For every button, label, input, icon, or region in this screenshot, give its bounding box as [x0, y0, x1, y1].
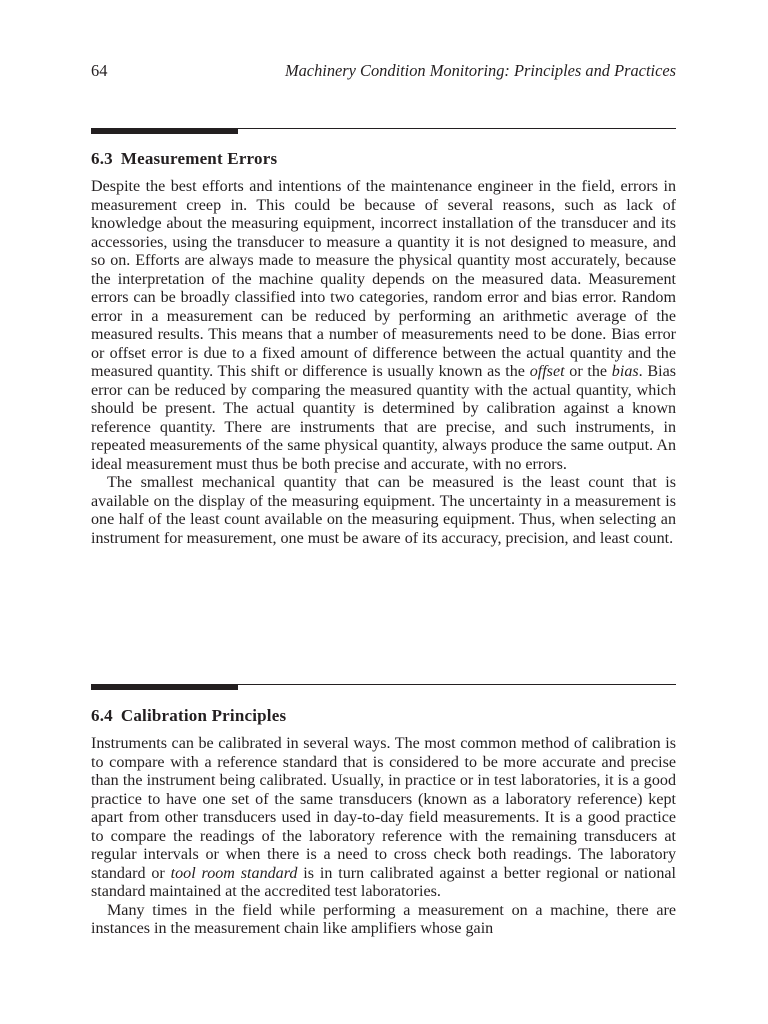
paragraph-text: Instruments can be calibrated in several ways. The most common method of calibration is to compare with a reference standard that is considered to be more accurate and precise than the instrument being calibrated. Usually, in practice or in test laboratories, it is a good practice to have one set of the same transducers (known as a laboratory reference) kept apart from other transducers used in day-to-day field measurements. It is a good practice to compare the readings of the laboratory reference with the remaining transducers at regular intervals or when there is a need to cross check both readings. The laboratory standard or — [91, 735, 676, 882]
paragraph-text: is in turn calibrated against a better regional or national standard maintained at the accredited test laboratories. — [91, 864, 676, 900]
section-title: Calibration Principles — [120, 706, 287, 725]
section-body-6-3 — [91, 178, 676, 548]
italic-term-tool-room-standard: tool room standard — [170, 864, 298, 882]
paragraph-text: . Bias error can be reduced by comparing the measured quantity with the actual quantity, which should be present. The actual quantity is determined by calibration against a known reference quantity. There are instruments that are precise, and such instruments, in repeated measurements of the same physical quantity, always produce the same output. An ideal measurement must thus be both precise and accurate, with no errors. — [91, 363, 676, 473]
section-heading-6-4 — [91, 705, 286, 727]
section-rule-6-3 — [91, 128, 676, 135]
running-title: Machinery Condition Monitoring: Principles and Practices — [284, 61, 676, 80]
page-header — [91, 60, 676, 84]
rule-thick-bar — [91, 684, 238, 690]
rule-thick-bar — [91, 128, 238, 134]
section-number: 6.4 — [91, 706, 113, 725]
italic-term-offset: offset — [529, 363, 565, 380]
paragraph-text: or the — [564, 363, 612, 380]
page-number: 64 — [91, 61, 108, 80]
section-body-6-4 — [91, 735, 676, 939]
italic-term-bias: bias — [611, 363, 639, 380]
section-title: Measurement Errors — [120, 149, 278, 168]
paragraph-text: Despite the best efforts and intentions of the maintenance engineer in the field, errors in measurement creep in. This could be because of several reasons, such as lack of knowledge about the measuring equipment, incorrect installation of the transducer and its accessories, using the transducer to measure a quantity it is not designed to measure, and so on. Efforts are always made to measure the physical quantity most accurately, because the interpretation of the machine quality depends on the measured data. Measurement errors can be broadly classified into two categories, random error and bias error. Random error in a measurement can be reduced by performing an arithmetic average of the measured results. This means that a number of measurements need to be done. Bias error or offset error is due to a fixed amount of difference between the actual quantity and the measured quantity. This shift or difference is usually known as the — [91, 178, 676, 380]
section-number: 6.3 — [91, 149, 113, 168]
section-rule-6-4 — [91, 684, 676, 691]
paragraph — [91, 735, 676, 902]
paragraph — [91, 178, 676, 474]
paragraph: The smallest mechanical quantity that can be measured is the least count that is available on the display of the measuring equipment. The uncertainty in a measurement is one half of the least count available on the measuring equipment. Thus, when selecting an instrument for measurement, one must be aware of its accuracy, precision, and least count. — [91, 474, 676, 547]
section-heading-6-3 — [91, 148, 277, 170]
paragraph: Many times in the field while performing a measurement on a machine, there are instances in the measurement chain like amplifiers whose gain — [91, 901, 676, 937]
